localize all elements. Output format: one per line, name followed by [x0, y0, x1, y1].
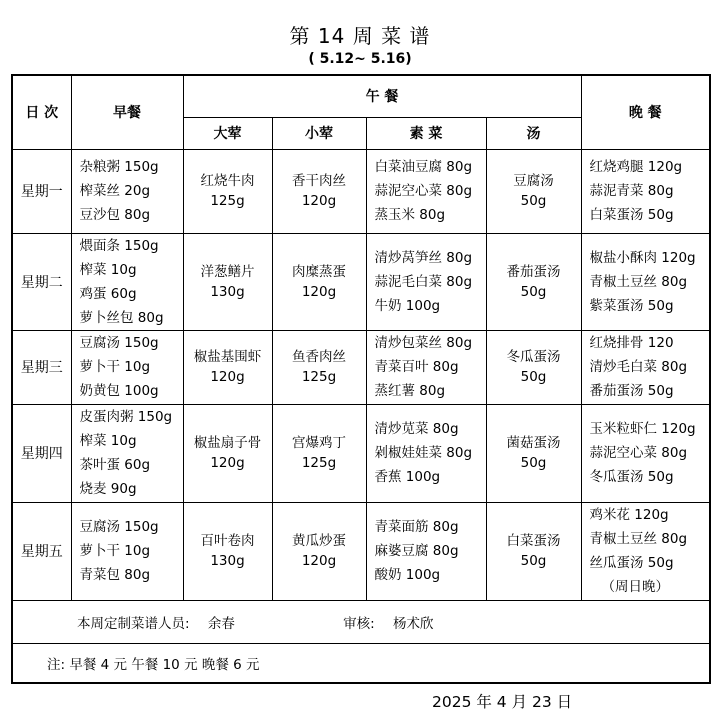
vegetable-cell [366, 233, 486, 330]
table-row [12, 233, 710, 330]
date-range: ( 5.12~ 5.16) [308, 51, 412, 67]
vegetable-cell [366, 502, 486, 600]
menu-item: 蒜泥空心菜 80g [589, 445, 688, 461]
dish-name: 黄瓜炒蛋 [292, 533, 346, 549]
dish-name: 豆腐汤 [513, 173, 554, 189]
header-small-meat: 小荤 [272, 117, 366, 149]
dinner-cell [581, 233, 710, 330]
menu-item: 豆腐汤 150g [79, 519, 159, 535]
staff-row [12, 600, 710, 643]
big-meat-cell [183, 502, 272, 600]
day-cell: 星期三 [12, 330, 71, 404]
table-row [12, 404, 710, 502]
menu-item: 青菜包 80g [79, 567, 151, 583]
menu-item: 番茄蛋汤 50g [589, 383, 674, 399]
dish-name: 肉糜蒸蛋 [292, 263, 346, 280]
breakfast-cell [71, 233, 183, 330]
header-soup: 汤 [486, 117, 581, 149]
fees-note: 注: 早餐 4 元 午餐 10 元 晚餐 6 元 [12, 643, 710, 683]
menu-item: 蒜泥空心菜 80g [374, 183, 473, 199]
menu-item: 清炒包菜丝 80g [374, 335, 473, 351]
small-meat-cell [272, 233, 366, 330]
menu-item: 冬瓜蛋汤 50g [589, 469, 674, 485]
dish-name: 香干肉丝 [292, 173, 346, 189]
menu-item: 蒸玉米 80g [374, 207, 446, 223]
menu-item: 青菜百叶 80g [374, 359, 459, 375]
table-row [12, 149, 710, 233]
menu-item: 蒜泥毛白菜 80g [374, 273, 473, 290]
menu-item: 玉米粒虾仁 120g [589, 421, 696, 437]
menu-item: 丝瓜蛋汤 50g [589, 555, 674, 571]
menu-item: 青椒土豆丝 80g [589, 273, 688, 290]
day-cell: 星期一 [12, 149, 71, 233]
soup-cell [486, 330, 581, 404]
dish-weight: 50g [520, 553, 547, 569]
menu-item: 皮蛋肉粥 150g [79, 409, 173, 425]
menu-item: 鸡蛋 60g [79, 285, 137, 302]
menu-item: 红烧鸡腿 120g [589, 159, 683, 175]
dish-name: 洋葱鳝片 [200, 263, 255, 280]
sunday-note: （周日晚） [601, 579, 669, 595]
dish-weight: 120g [301, 283, 337, 300]
reviewer-name: 杨术欣 [393, 615, 434, 632]
dish-name: 宫爆鸡丁 [292, 435, 346, 451]
menu-item: 清炒苋菜 80g [374, 421, 459, 437]
big-meat-cell [183, 149, 272, 233]
dinner-cell [581, 404, 710, 502]
dish-weight: 130g [210, 283, 245, 300]
menu-item: 剁椒娃娃菜 80g [374, 445, 473, 461]
dish-name: 红烧牛肉 [200, 173, 255, 189]
breakfast-cell [71, 330, 183, 404]
menu-item: 萝卜干 10g [79, 359, 151, 375]
header-breakfast: 早餐 [71, 75, 183, 149]
menu-item: 麻婆豆腐 80g [374, 543, 459, 559]
menu-item: 萝卜丝包 80g [79, 309, 164, 326]
dinner-cell [581, 502, 710, 600]
big-meat-cell [183, 233, 272, 330]
header-day: 日 次 [12, 75, 71, 149]
menu-item: 杂粮粥 150g [79, 159, 159, 175]
soup-cell [486, 502, 581, 600]
menu-item: 豆腐汤 150g [79, 335, 159, 351]
small-meat-cell [272, 149, 366, 233]
menu-item: 清炒毛白菜 80g [589, 359, 688, 375]
header-lunch: 午 餐 [183, 75, 581, 117]
menu-item: 茶叶蛋 60g [79, 457, 151, 473]
day-cell: 星期四 [12, 404, 71, 502]
menu-item: 鸡米花 120g [589, 507, 669, 523]
menu-item: 榨菜 10g [79, 261, 137, 278]
menu-item: 白菜蛋汤 50g [589, 207, 674, 223]
dish-name: 菌菇蛋汤 [506, 435, 561, 451]
table-row [12, 502, 710, 600]
menu-item: 奶黄包 100g [79, 383, 159, 399]
vegetable-cell [366, 330, 486, 404]
dish-weight: 120g [301, 553, 337, 569]
dish-name: 鱼香肉丝 [292, 349, 346, 365]
dish-weight: 50g [520, 455, 547, 471]
small-meat-cell [272, 330, 366, 404]
menu-item: 豆沙包 80g [79, 207, 151, 223]
soup-cell [486, 404, 581, 502]
menu-item: 红烧排骨 120 [589, 335, 674, 351]
dish-weight: 50g [520, 193, 547, 209]
dish-name: 椒盐扇子骨 [193, 435, 262, 451]
soup-cell [486, 233, 581, 330]
menu-item: 青菜面筋 80g [374, 519, 459, 535]
dish-weight: 50g [520, 369, 547, 385]
issue-date: 2025 年 4 月 23 日 [432, 693, 573, 711]
header-vegetable: 素 菜 [366, 117, 486, 149]
small-meat-cell [272, 502, 366, 600]
dish-weight: 120g [210, 369, 245, 385]
dish-weight: 125g [210, 193, 245, 209]
vegetable-cell [366, 404, 486, 502]
menu-item: 清炒莴笋丝 80g [374, 249, 473, 266]
small-meat-cell [272, 404, 366, 502]
page-title: 第 14 周 菜 谱 [289, 24, 431, 48]
breakfast-cell [71, 404, 183, 502]
dish-weight: 125g [301, 455, 337, 471]
big-meat-cell [183, 404, 272, 502]
menu-item: 烧麦 90g [79, 481, 137, 497]
staff-name: 余春 [207, 615, 235, 632]
breakfast-cell [71, 149, 183, 233]
menu-table [11, 74, 711, 684]
dish-name: 百叶卷肉 [200, 533, 255, 549]
menu-item: 萝卜干 10g [79, 543, 151, 559]
reviewer-label: 审核: [343, 615, 375, 632]
day-cell: 星期二 [12, 233, 71, 330]
dish-weight: 120g [210, 455, 245, 471]
soup-cell [486, 149, 581, 233]
menu-item: 酸奶 100g [374, 567, 441, 583]
dinner-cell [581, 330, 710, 404]
menu-item: 牛奶 100g [374, 297, 441, 314]
day-cell: 星期五 [12, 502, 71, 600]
menu-item: 榨菜丝 20g [79, 183, 151, 199]
menu-item: 蒸红薯 80g [374, 383, 446, 399]
dinner-cell [581, 149, 710, 233]
menu-item: 香蕉 100g [374, 469, 441, 485]
menu-item: 蒜泥青菜 80g [589, 183, 674, 199]
vegetable-cell [366, 149, 486, 233]
menu-item: 椒盐小酥肉 120g [589, 249, 696, 266]
table-row [12, 330, 710, 404]
header-big-meat: 大荤 [183, 117, 272, 149]
dish-weight: 50g [520, 283, 547, 300]
dish-name: 白菜蛋汤 [506, 533, 561, 549]
dish-weight: 125g [301, 369, 337, 385]
dish-name: 冬瓜蛋汤 [506, 349, 561, 365]
menu-item: 白菜油豆腐 80g [374, 159, 473, 175]
big-meat-cell [183, 330, 272, 404]
menu-item: 紫菜蛋汤 50g [589, 297, 674, 314]
menu-item: 青椒土豆丝 80g [589, 531, 688, 547]
dish-weight: 120g [301, 193, 337, 209]
menu-item: 煨面条 150g [79, 237, 159, 254]
header-dinner: 晚 餐 [581, 75, 710, 149]
staff-label: 本周定制菜谱人员: [77, 615, 190, 632]
breakfast-cell [71, 502, 183, 600]
dish-name: 椒盐基围虾 [193, 349, 262, 365]
menu-item: 榨菜 10g [79, 433, 137, 449]
dish-name: 番茄蛋汤 [506, 263, 561, 280]
dish-weight: 130g [210, 553, 245, 569]
